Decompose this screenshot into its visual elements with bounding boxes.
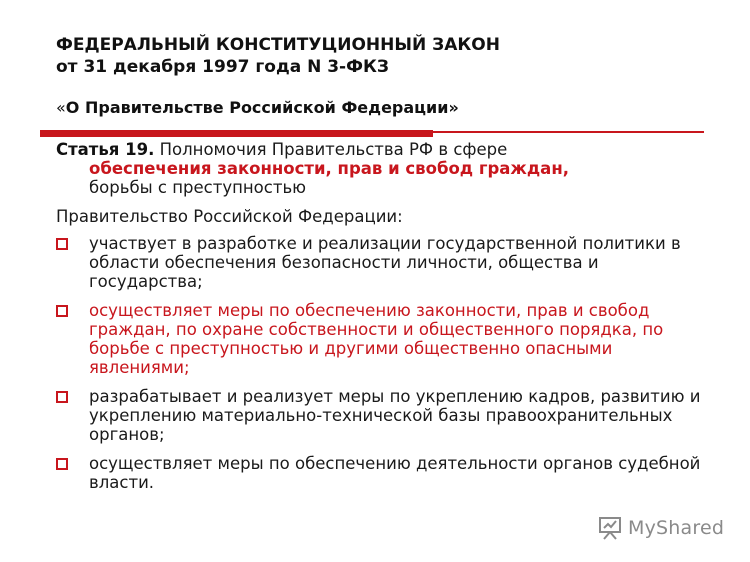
list-item (56, 454, 704, 492)
article-highlight: обеспечения законности, прав и свобод граждан, (89, 159, 569, 178)
presentation-board-icon (598, 516, 624, 540)
list-item-text: участвует в разработке и реализации государственной политики в области обеспечения безопасности личности, общества и государства; (89, 234, 681, 291)
title-line-2: от 31 декабря 1997 года N 3-ФКЗ (56, 57, 389, 77)
list-item (56, 234, 704, 291)
list-item-text: осуществляет меры по обеспечению деятельности органов судебной власти. (89, 454, 701, 492)
subtitle-open-quote: « (56, 98, 66, 117)
square-bullet-icon (56, 238, 68, 250)
article-label: Статья 19. (56, 140, 155, 159)
article-text-end: борьбы с преступностью (89, 178, 307, 197)
square-bullet-icon (56, 305, 68, 317)
list-item-text: разрабатывает и реализует меры по укреплению кадров, развитию и укреплению материально-технической базы правоохранительных органов; (89, 387, 701, 444)
article-heading (56, 140, 704, 197)
square-bullet-icon (56, 391, 68, 403)
intro-text: Правительство Российской Федерации: (56, 207, 403, 226)
list-item (56, 387, 704, 444)
slide-body (56, 140, 704, 502)
law-subtitle (56, 98, 459, 118)
list-item-text: осуществляет меры по обеспечению законности, прав и свобод граждан, по охране собственности и общественного порядка, по борьбе с преступностью и другими общественно опасными явлениями; (89, 301, 664, 377)
title-divider-thick (40, 130, 433, 137)
article-text-start: Полномочия Правительства РФ в сфере (154, 140, 508, 159)
title-line-1: ФЕДЕРАЛЬНЫЙ КОНСТИТУЦИОННЫЙ ЗАКОН (56, 35, 500, 55)
watermark-brand: MyShared (628, 517, 725, 539)
myshared-watermark (598, 512, 724, 544)
title-divider-thin (433, 131, 704, 133)
document-title (56, 34, 696, 78)
subtitle-text: О Правительстве Российской Федерации» (65, 98, 459, 117)
square-bullet-icon (56, 458, 68, 470)
list-item (56, 301, 704, 377)
